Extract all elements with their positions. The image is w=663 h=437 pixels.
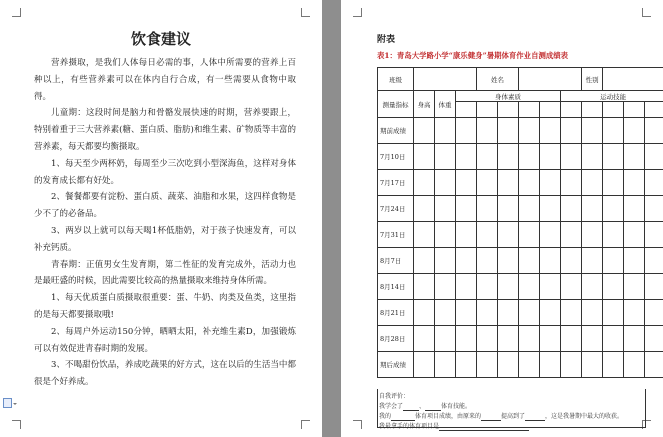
table-cell[interactable] xyxy=(603,222,624,248)
self-evaluation xyxy=(379,392,644,431)
header-row-1 xyxy=(378,91,663,102)
metric-header: 测量指标 xyxy=(378,91,414,118)
summary-text: 、 xyxy=(419,403,426,410)
table-cell[interactable] xyxy=(645,102,663,118)
table-cell[interactable] xyxy=(414,144,435,170)
summary-text: 体育项目成绩，由原来的 xyxy=(415,413,482,420)
table-cell[interactable] xyxy=(561,102,582,118)
table-cell[interactable] xyxy=(561,118,582,144)
table-cell[interactable] xyxy=(435,144,456,170)
table-caption: 表1：青岛大学路小学“康乐健身”暑期体育作业自测成绩表 xyxy=(377,51,569,60)
table-cell[interactable] xyxy=(414,196,435,222)
blank-line[interactable] xyxy=(391,411,415,421)
table-cell[interactable] xyxy=(498,352,519,378)
table-row xyxy=(378,352,663,378)
table-cell[interactable] xyxy=(540,300,561,326)
table-cell[interactable] xyxy=(540,102,561,118)
table-cell[interactable] xyxy=(456,144,477,170)
paragraph: 3、两岁以上就可以每天喝1杯低脂奶，对于孩子快速发育，可以补充钙质。 xyxy=(34,225,296,253)
paragraph: 1、每天优质蛋白质摄取很重要：蛋、牛奶、肉类及鱼类，这里指的是每天都要摄取哦! xyxy=(34,293,296,320)
table-cell[interactable] xyxy=(498,274,519,300)
table-cell[interactable] xyxy=(540,352,561,378)
table-cell[interactable] xyxy=(519,326,540,352)
table-cell[interactable] xyxy=(456,102,477,118)
table-cell[interactable] xyxy=(645,248,663,274)
table-cell[interactable] xyxy=(624,118,645,144)
table-cell[interactable] xyxy=(519,222,540,248)
table-cell[interactable] xyxy=(582,102,603,118)
blank-line[interactable] xyxy=(403,401,419,411)
table-cell[interactable] xyxy=(477,274,498,300)
table-cell[interactable] xyxy=(477,300,498,326)
table-cell[interactable] xyxy=(435,196,456,222)
table-cell[interactable] xyxy=(561,326,582,352)
table-cell[interactable] xyxy=(645,170,663,196)
table-cell[interactable] xyxy=(540,248,561,274)
table-cell[interactable] xyxy=(603,144,624,170)
table-row xyxy=(378,248,663,274)
weight-header: 体重 xyxy=(435,91,456,118)
table-cell[interactable] xyxy=(540,274,561,300)
table-cell[interactable] xyxy=(645,352,663,378)
summary-text: ，这是我暑期中最大的收获。 xyxy=(545,413,624,420)
table-cell[interactable] xyxy=(582,300,603,326)
table-cell[interactable] xyxy=(435,222,456,248)
table-cell[interactable] xyxy=(645,118,663,144)
crop-mark-top-right xyxy=(642,8,651,17)
table-cell[interactable] xyxy=(603,300,624,326)
table-cell[interactable] xyxy=(498,300,519,326)
skills-header: 运动技能 xyxy=(561,91,663,102)
table-cell[interactable] xyxy=(561,352,582,378)
row-label: 8月28日 xyxy=(378,326,414,352)
table-cell[interactable] xyxy=(624,248,645,274)
table-cell[interactable] xyxy=(477,352,498,378)
table-cell[interactable] xyxy=(645,196,663,222)
table-cell[interactable] xyxy=(414,352,435,378)
table-cell[interactable] xyxy=(498,102,519,118)
table-cell[interactable] xyxy=(561,222,582,248)
paragraph: 1、每天至少两杯奶，每周至少三次吃到小型深海鱼，这样对身体的发育成长都有好处。 xyxy=(34,158,296,186)
name-label: 姓名 xyxy=(477,68,519,91)
paragraph: 儿童期：这段时间是脑力和骨骼发展快速的时期，营养要跟上，特别着重于三大营养素(糖、蛋白质、脂肪)和维生素、矿物质等丰富的营养素，每天都要均衡摄取。 xyxy=(34,108,296,152)
table-cell[interactable] xyxy=(540,118,561,144)
table-cell[interactable] xyxy=(414,326,435,352)
summary-text: 体育技能。 xyxy=(441,403,472,410)
document-page-left xyxy=(0,0,322,437)
table-row xyxy=(378,326,663,352)
table-cell[interactable] xyxy=(498,196,519,222)
blank-line[interactable] xyxy=(525,411,545,421)
table-cell[interactable] xyxy=(624,102,645,118)
table-cell[interactable] xyxy=(519,352,540,378)
blank-line[interactable] xyxy=(439,421,529,431)
table-cell[interactable] xyxy=(477,248,498,274)
table-cell[interactable] xyxy=(582,326,603,352)
table-cell[interactable] xyxy=(498,222,519,248)
table-cell[interactable] xyxy=(456,352,477,378)
table-cell[interactable] xyxy=(582,144,603,170)
table-cell[interactable] xyxy=(414,118,435,144)
table-row xyxy=(378,274,663,300)
fitness-header: 身体素质 xyxy=(456,91,561,102)
table-cell[interactable] xyxy=(645,222,663,248)
table-row xyxy=(378,196,663,222)
table-cell[interactable] xyxy=(477,102,498,118)
table-cell[interactable] xyxy=(603,118,624,144)
table-cell[interactable] xyxy=(603,102,624,118)
table-cell[interactable] xyxy=(561,248,582,274)
table-cell[interactable] xyxy=(561,196,582,222)
table-cell[interactable] xyxy=(540,144,561,170)
row-label: 8月14日 xyxy=(378,274,414,300)
crop-mark-top-right xyxy=(301,8,310,17)
table-cell[interactable] xyxy=(477,118,498,144)
summary-text: 提高到了 xyxy=(501,413,526,420)
table-cell[interactable] xyxy=(603,352,624,378)
table-cell[interactable] xyxy=(498,248,519,274)
appendix-label: 附表 xyxy=(377,35,396,45)
table-cell[interactable] xyxy=(456,222,477,248)
table-cell[interactable] xyxy=(435,352,456,378)
table-cell[interactable] xyxy=(435,248,456,274)
self-evaluation-heading: 自我评价： xyxy=(379,393,410,400)
table-row xyxy=(378,118,663,144)
table-cell[interactable] xyxy=(561,274,582,300)
paragraph: 3、不喝甜份饮品，养成吃蔬果的好方式，这在以后的生活当中都很是个好养成。 xyxy=(34,360,296,388)
height-header: 身高 xyxy=(414,91,435,118)
table-cell[interactable] xyxy=(477,196,498,222)
table-cell[interactable] xyxy=(624,196,645,222)
table-cell[interactable] xyxy=(435,274,456,300)
table-cell[interactable] xyxy=(624,274,645,300)
table-cell[interactable] xyxy=(414,170,435,196)
crop-mark-top-left xyxy=(12,8,21,17)
table-cell[interactable] xyxy=(582,274,603,300)
table-cell[interactable] xyxy=(414,248,435,274)
table-cell[interactable] xyxy=(519,274,540,300)
crop-mark-bottom-right xyxy=(301,420,310,429)
table-cell[interactable] xyxy=(519,196,540,222)
table-cell[interactable] xyxy=(645,300,663,326)
table-cell[interactable] xyxy=(582,170,603,196)
info-row xyxy=(378,68,663,91)
table-cell[interactable] xyxy=(435,300,456,326)
table-cell[interactable] xyxy=(456,326,477,352)
table-cell[interactable] xyxy=(624,352,645,378)
table-cell[interactable] xyxy=(582,222,603,248)
paragraph: 2、每周户外运动150分钟，晒晒太阳，补充维生素D，加强锻炼可以有效促进青春时期的发展。 xyxy=(34,326,296,354)
table-cell[interactable] xyxy=(624,326,645,352)
table-cell[interactable] xyxy=(645,326,663,352)
row-label: 7月31日 xyxy=(378,222,414,248)
table-cell[interactable] xyxy=(603,248,624,274)
table-cell[interactable] xyxy=(540,326,561,352)
table-cell[interactable] xyxy=(519,300,540,326)
score-rows xyxy=(378,118,663,378)
gender-cell[interactable] xyxy=(603,68,663,91)
table-cell[interactable] xyxy=(414,300,435,326)
table-cell[interactable] xyxy=(456,196,477,222)
table-cell[interactable] xyxy=(456,274,477,300)
paragraph: 青春期：正值男女生发育期，第二性征的发育完成外，活动力也是最旺盛的时候，因此需要比较高的热量摄取来维持身体所需。 xyxy=(34,259,296,287)
table-row xyxy=(378,300,663,326)
table-cell[interactable] xyxy=(582,248,603,274)
row-label: 7月24日 xyxy=(378,196,414,222)
table-cell[interactable] xyxy=(456,118,477,144)
page-title: 饮食建议 xyxy=(130,30,191,48)
table-cell[interactable] xyxy=(435,326,456,352)
table-cell[interactable] xyxy=(456,170,477,196)
table-row xyxy=(378,170,663,196)
table-cell[interactable] xyxy=(582,352,603,378)
table-cell[interactable] xyxy=(477,222,498,248)
blank-line[interactable] xyxy=(425,401,441,411)
table-cell[interactable] xyxy=(561,144,582,170)
table-cell[interactable] xyxy=(435,170,456,196)
document-page-right xyxy=(341,0,663,437)
row-label: 7月10日 xyxy=(378,144,414,170)
summary-text: 我最拿手的体育项目是 xyxy=(379,423,440,430)
blank-line[interactable] xyxy=(481,411,501,421)
table-cell[interactable] xyxy=(540,170,561,196)
table-cell[interactable] xyxy=(645,274,663,300)
table-cell[interactable] xyxy=(624,222,645,248)
row-label: 期前成绩 xyxy=(378,118,414,144)
table-cell[interactable] xyxy=(645,144,663,170)
row-label: 期后成绩 xyxy=(378,352,414,378)
table-cell[interactable] xyxy=(477,326,498,352)
table-cell[interactable] xyxy=(603,170,624,196)
table-cell[interactable] xyxy=(519,118,540,144)
body-text[interactable] xyxy=(34,55,296,391)
table-cell[interactable] xyxy=(540,196,561,222)
table-row xyxy=(378,222,663,248)
table-cell[interactable] xyxy=(519,248,540,274)
table-cell[interactable] xyxy=(519,170,540,196)
table-cell[interactable] xyxy=(498,170,519,196)
table-cell[interactable] xyxy=(519,144,540,170)
gender-label: 性别 xyxy=(582,68,603,91)
table-cell[interactable] xyxy=(498,326,519,352)
table-cell[interactable] xyxy=(540,222,561,248)
table-cell[interactable] xyxy=(414,222,435,248)
crop-mark-bottom-left xyxy=(353,420,362,429)
table-cell[interactable] xyxy=(582,118,603,144)
table-cell[interactable] xyxy=(603,274,624,300)
summary-text: 我学会了 xyxy=(379,403,404,410)
table-cell[interactable] xyxy=(498,118,519,144)
table-cell[interactable] xyxy=(603,196,624,222)
row-label: 8月21日 xyxy=(378,300,414,326)
table-cell[interactable] xyxy=(456,300,477,326)
row-label: 8月7日 xyxy=(378,248,414,274)
table-cell[interactable] xyxy=(456,248,477,274)
paragraph: 2、餐餐都要有淀粉、蛋白质、蔬菜、油脂和水果，这四样食物是少不了的必备品。 xyxy=(34,192,296,220)
class-cell[interactable] xyxy=(414,68,477,91)
summary-text: 我的 xyxy=(379,413,392,420)
table-cell[interactable] xyxy=(519,102,540,118)
table-cell[interactable] xyxy=(624,300,645,326)
class-label: 班级 xyxy=(378,68,414,91)
table-cell[interactable] xyxy=(603,326,624,352)
table-cell[interactable] xyxy=(498,144,519,170)
row-label: 7月17日 xyxy=(378,170,414,196)
table-cell[interactable] xyxy=(624,170,645,196)
table-cell[interactable] xyxy=(561,170,582,196)
paragraph: 营养摄取，是我们人体每日必需的事，人体中所需要的营养上百种以上，有些营养素可以在体内自行合成，有一些需要从食物中取得。 xyxy=(34,58,296,102)
name-cell[interactable] xyxy=(519,68,582,91)
table-cell[interactable] xyxy=(477,170,498,196)
crop-mark-top-left xyxy=(353,8,362,17)
table-cell[interactable] xyxy=(561,300,582,326)
table-cell[interactable] xyxy=(414,274,435,300)
score-table xyxy=(377,67,663,378)
table-cell[interactable] xyxy=(477,144,498,170)
table-cell[interactable] xyxy=(624,144,645,170)
table-cell[interactable] xyxy=(582,196,603,222)
table-row xyxy=(378,144,663,170)
paste-options-icon[interactable] xyxy=(3,398,12,408)
crop-mark-bottom-left xyxy=(12,420,21,429)
table-cell[interactable] xyxy=(435,118,456,144)
